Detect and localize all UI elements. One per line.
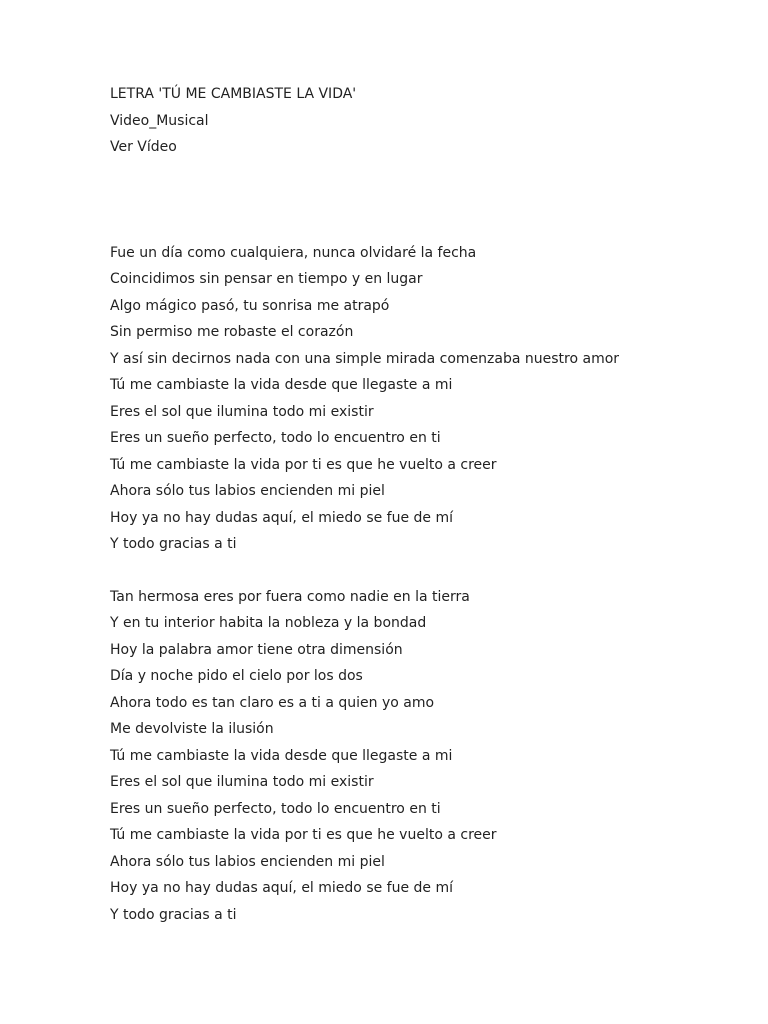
lyric-line: Eres un sueño perfecto, todo lo encuentro en ti (110, 430, 441, 446)
lyric-line: Eres el sol que ilumina todo mi existir (110, 403, 374, 420)
lyric-line: Ahora sólo tus labios encienden mi piel (110, 483, 385, 499)
lyric-line: Hoy la palabra amor tiene otra dimensión (110, 641, 403, 658)
document-header (110, 81, 730, 161)
lyric-line: Y todo gracias a ti (110, 906, 237, 923)
lyric-line: Tú me cambiaste la vida por ti es que he vuelto a creer (110, 827, 497, 843)
lyric-line: Fue un día como cualquiera, nunca olvidaré la fecha (110, 244, 477, 261)
lyric-line: Me devolviste la ilusión (110, 721, 274, 737)
lyric-line: Tú me cambiaste la vida por ti es que he vuelto a creer (110, 456, 497, 473)
lyric-line: Sin permiso me robaste el corazón (110, 324, 354, 340)
lyric-line: Eres el sol que ilumina todo mi existir (110, 774, 374, 790)
lyric-line: Algo mágico pasó, tu sonrisa me atrapó (110, 297, 390, 314)
lyric-line: Tan hermosa eres por fuera como nadie en la tierra (110, 588, 470, 605)
watch-video-link[interactable]: Ver Vídeo (110, 139, 177, 155)
lyric-line: Tú me cambiaste la vida desde que llegaste a mi (110, 747, 453, 764)
document-content (110, 81, 730, 928)
lyric-line: Coincidimos sin pensar en tiempo y en lugar (110, 271, 423, 287)
lyric-line: Y todo gracias a ti (110, 536, 237, 552)
lyric-line: Ahora todo es tan claro es a ti a quien yo amo (110, 694, 435, 711)
lyric-line: Hoy ya no hay dudas aquí, el miedo se fue de mí (110, 509, 454, 526)
document-title: LETRA 'TÚ ME CAMBIASTE LA VIDA' (110, 86, 357, 102)
lyric-line: Y así sin decirnos nada con una simple mirada comenzaba nuestro amor (110, 350, 620, 367)
lyric-line: Hoy ya no hay dudas aquí, el miedo se fue de mí (110, 880, 454, 896)
lyric-line: Y en tu interior habita la nobleza y la bondad (110, 615, 427, 631)
document-subtitle: Video_Musical (110, 112, 209, 129)
stanza-1 (110, 240, 730, 558)
lyric-line: Ahora sólo tus labios encienden mi piel (110, 853, 385, 870)
lyric-line: Día y noche pido el cielo por los dos (110, 668, 363, 684)
stanza-2 (110, 584, 730, 929)
lyric-line: Eres un sueño perfecto, todo lo encuentro en ti (110, 800, 441, 817)
lyric-line: Tú me cambiaste la vida desde que llegaste a mi (110, 377, 453, 393)
